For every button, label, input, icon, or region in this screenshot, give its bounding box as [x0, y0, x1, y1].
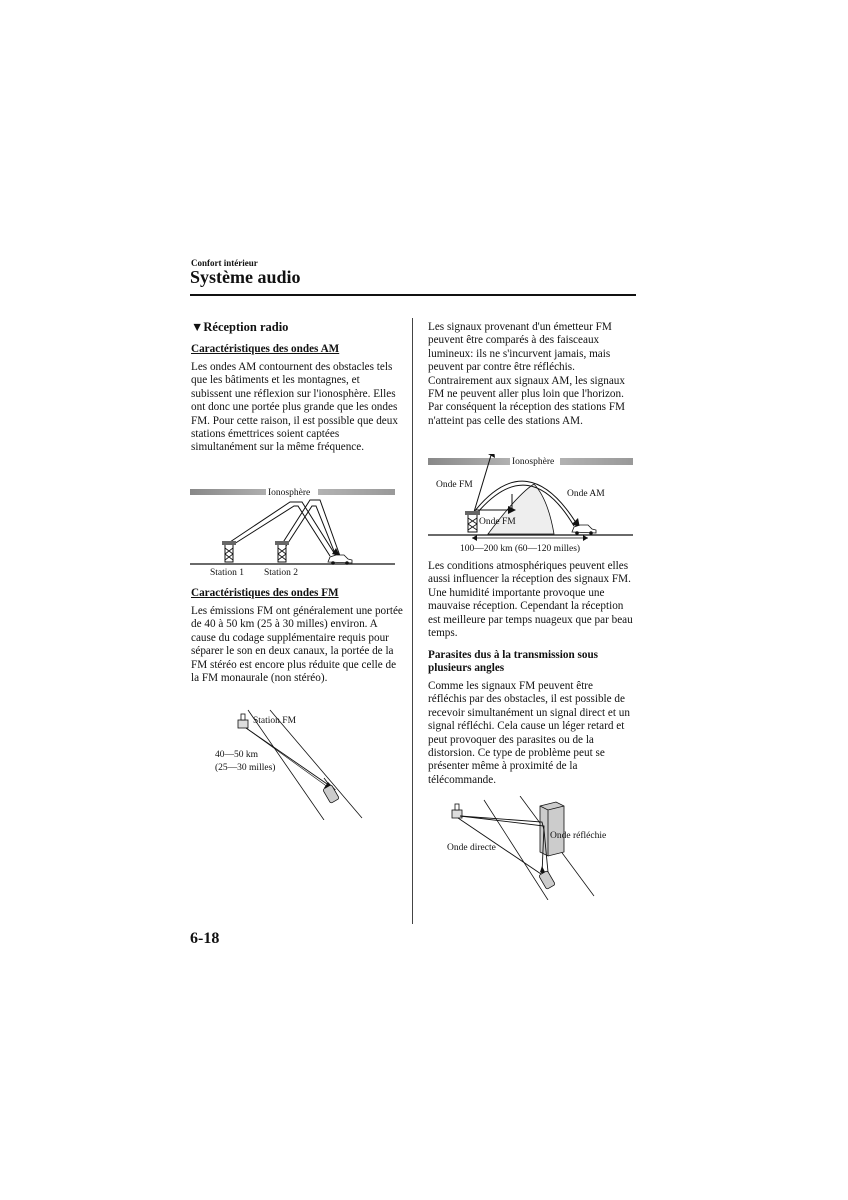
car-icon: [328, 555, 352, 565]
fm-paragraph: Les émissions FM ont généralement une portée de 40 à 50 km (25 à 30 milles) environ. A cause du codage supplémentaire requis pour séparer le son en deux canaux, la portée de la FM stéréo est encore plus réduite que celle de la FM monaurale (non stéréo).: [191, 605, 403, 685]
onde-am-label: Onde AM: [567, 489, 605, 499]
multipath-paragraph: Comme les signaux FM peuvent être réfléchis par des obstacles, il est possible de recevoir simultanément un signal direct et un signal réfléchi. Cela cause un léger retard et peut provoquer des parasites ou de la distorsion. Ce type de problème peut se présenter même à proximité de la télécommande.: [428, 680, 630, 786]
column-divider: [412, 318, 413, 924]
ionosphere-label: Ionosphère: [512, 457, 555, 467]
tower-icon: [275, 541, 289, 562]
reflected-wave-figure: [444, 796, 624, 900]
ionosphere-label: Ionosphère: [268, 488, 311, 498]
road-edge: [270, 710, 362, 818]
am-paragraph: Les ondes AM contournent des obstacles tels que les bâtiments et les montagnes, et subissent une réflexion sur l'ionosphère. Elles ont donc une portée plus grande que les ondes FM. Pour cette raison, il est possible que deux stations émettrices soient captées simultanément sur la même fréquence.: [191, 361, 398, 454]
section-label: Confort intérieur: [191, 258, 258, 268]
tower-icon: [222, 541, 236, 562]
page-number: 6-18: [190, 930, 220, 947]
page-title: Système audio: [190, 267, 301, 287]
fm-distance-km: 40—50 km: [215, 750, 259, 760]
am-wave-figure: [190, 484, 400, 582]
tower-icon: [465, 511, 480, 532]
fm-subheading: Caractéristiques des ondes FM: [191, 587, 339, 599]
fm-light-paragraph: Les signaux provenant d'un émetteur FM peuvent être comparés à des faisceaux lumineux: ils ne s'incurvent jamais, mais peuvent par contre être réfléchis. Contrairement aux signaux AM, les signaux FM ne peuvent aller plus loin que l'horizon. Par conséquent la réception des stations FM n'atteint pas celle des stations AM.: [428, 321, 625, 427]
onde-directe-label: Onde directe: [447, 843, 496, 853]
station1-label: Station 1: [210, 568, 245, 578]
onde-reflechie-label: Onde réfléchie: [550, 831, 607, 841]
title-rule: [190, 294, 636, 296]
distance-label: 100—200 km (60—120 milles): [460, 544, 581, 554]
car-icon: [539, 871, 556, 890]
am-fm-comparison-figure: [428, 454, 636, 558]
fm-station-icon: [238, 714, 248, 728]
fm-distance-mi: (25—30 milles): [215, 763, 276, 773]
fm-station-label: Station FM: [253, 716, 297, 726]
multipath-heading: Parasites dus à la transmission sous plusieurs angles: [428, 649, 599, 675]
reception-radio-heading: ▼Réception radio: [191, 320, 289, 334]
car-icon: [572, 525, 596, 535]
station2-label: Station 2: [264, 568, 299, 578]
onde-fm-low-label: Onde FM: [479, 517, 516, 527]
fm-range-figure: [212, 708, 372, 820]
onde-fm-top-label: Onde FM: [436, 480, 473, 490]
am-subheading: Caractéristiques des ondes AM: [191, 343, 340, 355]
atmospheric-paragraph: Les conditions atmosphériques peuvent elles aussi influencer la réception des signaux FM. Une humidité importante provoque une mauvaise réception. Cependant la réception est meilleure par temps nuageux que par beau temps.: [428, 560, 633, 640]
